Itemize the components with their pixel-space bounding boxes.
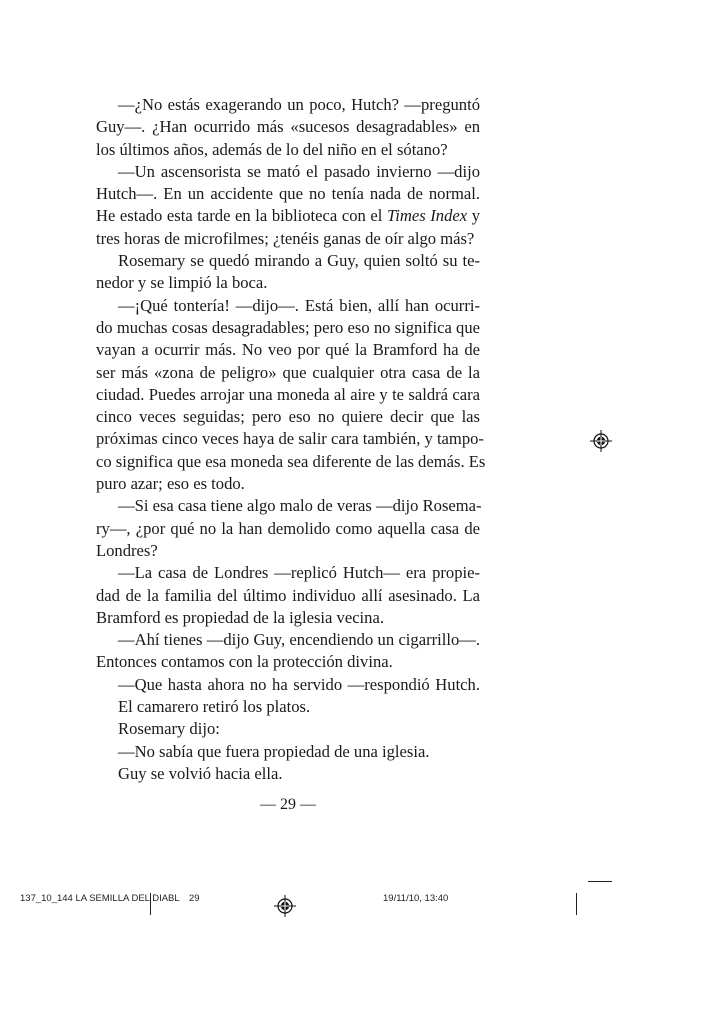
body-text: [96, 94, 486, 785]
text-line: —¿No estás exagerando un poco, Hutch? —preguntó: [118, 95, 480, 114]
text-line: nedor y se limpió la boca.: [96, 273, 268, 293]
text-line: —Que hasta ahora no ha servido —respondió Hutch.: [118, 674, 480, 694]
text-line: vayan a ocurrir más. No veo por qué la Bramford ha de: [96, 340, 480, 360]
text-line: —La casa de Londres —replicó Hutch— era propie-: [118, 563, 480, 583]
text-line: ciudad. Puedes arrojar una moneda al aire y te saldrá cara: [96, 384, 480, 404]
footer-timestamp: 19/11/10, 13:40: [383, 893, 449, 904]
text-line: Rosemary se quedó mirando a Guy, quien soltó su te-: [118, 251, 480, 271]
text-line: co significa que esa moneda sea diferente de las demás. Es: [96, 451, 486, 471]
footer-job-name: 137_10_144 LA SEMILLA DEL DIABL: [20, 893, 180, 904]
page-number: — 29 —: [260, 796, 316, 813]
text-line: puro azar; eso es todo.: [96, 474, 245, 494]
text-line: Guy se volvió hacia ella.: [118, 763, 283, 783]
registration-mark-icon: [274, 895, 296, 917]
text-line: Guy—. ¿Han ocurrido más «sucesos desagradables» en: [96, 117, 480, 137]
text-line: tres horas de microfilmes; ¿tenéis ganas de oír algo más?: [96, 228, 475, 248]
crop-mark: [588, 881, 612, 882]
text-line: los últimos años, además de lo del niño en el sótano?: [96, 139, 448, 159]
text-line: Bramford es propiedad de la iglesia vecina.: [96, 607, 384, 627]
footer-folio: 29: [189, 893, 200, 904]
text-line-italic: He estado esta tarde en la biblioteca con el Times Index y: [96, 206, 480, 226]
text-line: do muchas cosas desagradables; pero eso no significa que: [96, 317, 480, 337]
text-line: dad de la familia del último individuo allí asesinado. La: [96, 585, 480, 605]
crop-mark: [576, 893, 577, 915]
text-line: Hutch—. En un accidente que no tenía nada de normal.: [96, 184, 480, 204]
text-line: próximas cinco veces haya de salir cara también, y tampo-: [96, 429, 484, 449]
text-line: Rosemary dijo:: [118, 719, 220, 739]
italic-title: Times Index: [386, 206, 468, 226]
text-line: —¡Qué tontería! —dijo—. Está bien, allí han ocurri-: [118, 295, 480, 315]
text-line: —No sabía que fuera propiedad de una iglesia.: [118, 741, 430, 761]
text-line: ry—, ¿por qué no la han demolido como aquella casa de: [96, 518, 480, 538]
text-line: Londres?: [96, 540, 158, 560]
text-line: —Si esa casa tiene algo malo de veras —dijo Rosema-: [118, 496, 482, 516]
text-line: —Ahí tienes —dijo Guy, encendiendo un cigarrillo—.: [118, 630, 480, 650]
registration-mark-icon: [590, 430, 612, 452]
text-line: cinco veces seguidas; pero eso no quiere decir que las: [96, 407, 480, 427]
text-line: El camarero retiró los platos.: [118, 697, 311, 717]
text-line: Entonces contamos con la protección divina.: [96, 652, 393, 672]
text-line: ser más «zona de peligro» que cualquier otra casa de la: [96, 362, 480, 382]
text-line: —Un ascensorista se mató el pasado invierno —dijo: [118, 161, 480, 181]
